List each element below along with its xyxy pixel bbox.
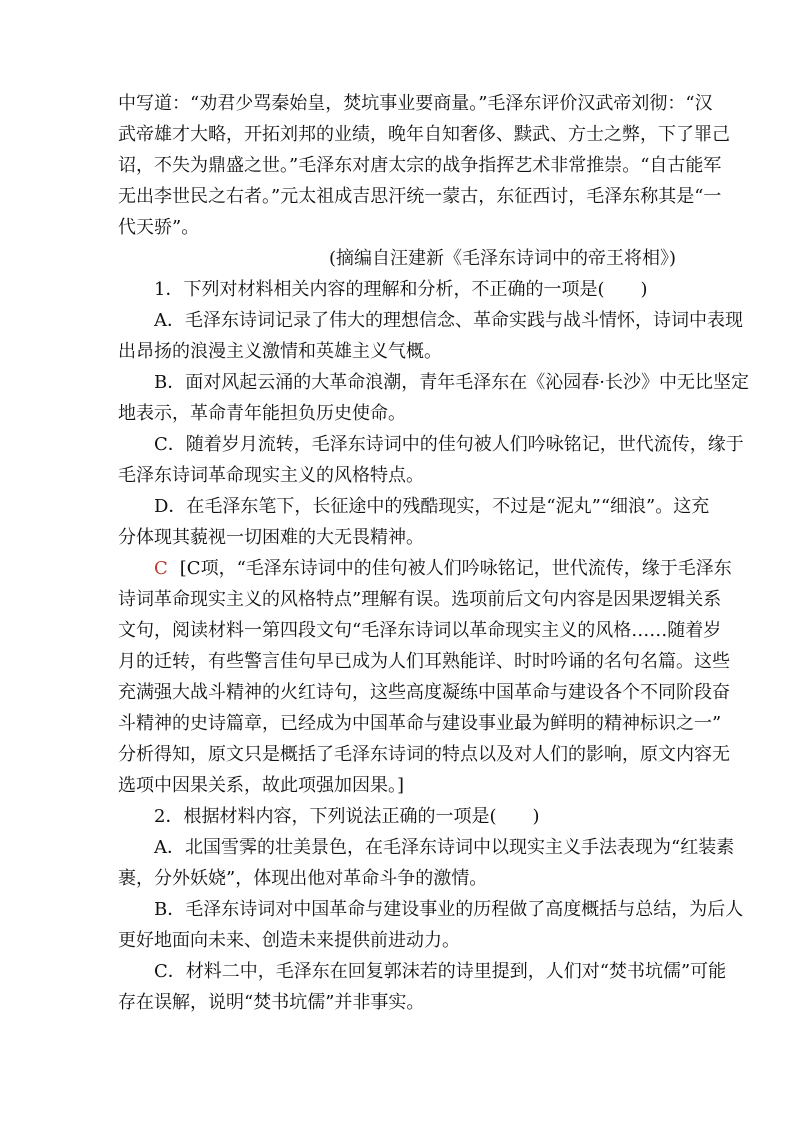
answer-explanation: 分析得知，原文只是概括了毛泽东诗词的特点以及对人们的影响，原文内容无 <box>118 744 730 765</box>
passage-line: 武帝雄才大略，开拓刘邦的业绩，晚年自知奢侈、黩武、方士之弊，下了罪己 <box>118 124 730 145</box>
answer-explanation: 月的迁转，有些警言佳句早已成为人们耳熟能详、时时吟诵的名句名篇。这些 <box>118 651 730 672</box>
answer-explanation: 诗词革命现实主义的风格特点”理解有误。选项前后文句内容是因果逻辑关系 <box>118 589 722 610</box>
q1-option-a: A．毛泽东诗词记录了伟大的理想信念、革命实践与战斗情怀，诗词中表现 <box>154 310 743 331</box>
q1-option-c: C．随着岁月流转，毛泽东诗词中的佳句被人们吟咏铭记，世代流传，缘于 <box>154 434 744 455</box>
answer-explanation: 文句，阅读材料一第四段文句“毛泽东诗词以革命现实主义的风格……随着岁 <box>118 620 722 641</box>
passage-line: 无出李世民之右者。”元太祖成吉思汗统一蒙古，东征西讨，毛泽东称其是“一 <box>118 186 722 207</box>
question-2 <box>118 801 744 1018</box>
q1-option-d-cont: 分体现其藐视一切困难的大无畏精神。 <box>118 527 424 548</box>
q2-option-a: A．北国雪霁的壮美景色，在毛泽东诗词中以现实主义手法表现为“红装素 <box>154 837 735 858</box>
question-2-stem: 2．根据材料内容，下列说法正确的一项是( ) <box>154 806 540 827</box>
q1-option-a-cont: 出昂扬的浪漫主义激情和英雄主义气概。 <box>118 341 442 362</box>
answer-letter: C <box>154 558 168 579</box>
answer-explanation-start: [C项，“毛泽东诗词中的佳句被人们吟咏铭记，世代流传，缘于毛泽东 <box>179 558 732 579</box>
q2-option-b: B．毛泽东诗词对中国革命与建设事业的历程做了高度概括与总结，为后人 <box>154 899 744 920</box>
q1-option-b: B．面对风起云涌的大革命浪潮，青年毛泽东在《沁园春·长沙》中无比坚定 <box>154 372 749 393</box>
passage-line: 诏，不失为鼎盛之世。”毛泽东对唐太宗的战争指挥艺术非常推崇。“自古能军 <box>118 155 722 176</box>
q2-option-b-cont: 更好地面向未来、创造未来提供前进动力。 <box>118 930 460 951</box>
question-1 <box>118 274 749 801</box>
q2-option-a-cont: 裹，分外妖娆”，体现出他对革命斗争的激情。 <box>118 868 488 889</box>
answer-explanation: 斗精神的史诗篇章，已经成为中国革命与建设事业最为鲜明的精神标识之一” <box>118 713 722 734</box>
q1-option-b-cont: 地表示，革命青年能担负历史使命。 <box>118 403 406 424</box>
q2-option-c-cont: 存在误解，说明“焚书坑儒”并非事实。 <box>118 992 425 1013</box>
q1-answer-line <box>118 553 732 584</box>
answer-explanation: 充满强大战斗精神的火红诗句，这些高度凝练中国革命与建设各个不同阶段奋 <box>118 682 730 703</box>
q1-option-d: D．在毛泽东笔下，长征途中的残酷现实，不过是“泥丸”“细浪”。这充 <box>154 496 710 517</box>
passage-excerpt <box>118 88 730 243</box>
passage-line: 中写道：“劝君少骂秦始皇，焚坑事业要商量。”毛泽东评价汉武帝刘彻：“汉 <box>118 93 713 114</box>
answer-explanation: 选项中因果关系，故此项强加因果。] <box>118 775 405 796</box>
q1-option-c-cont: 毛泽东诗词革命现实主义的风格特点。 <box>118 465 424 486</box>
passage-source: (摘编自汪建新《毛泽东诗词中的帝王将相》) <box>328 248 676 269</box>
q2-option-c: C．材料二中，毛泽东在回复郭沫若的诗里提到，人们对“焚书坑儒”可能 <box>154 961 727 982</box>
passage-line: 代天骄”。 <box>118 217 200 238</box>
question-1-stem: 1．下列对材料相关内容的理解和分析，不正确的一项是( ) <box>154 279 648 300</box>
